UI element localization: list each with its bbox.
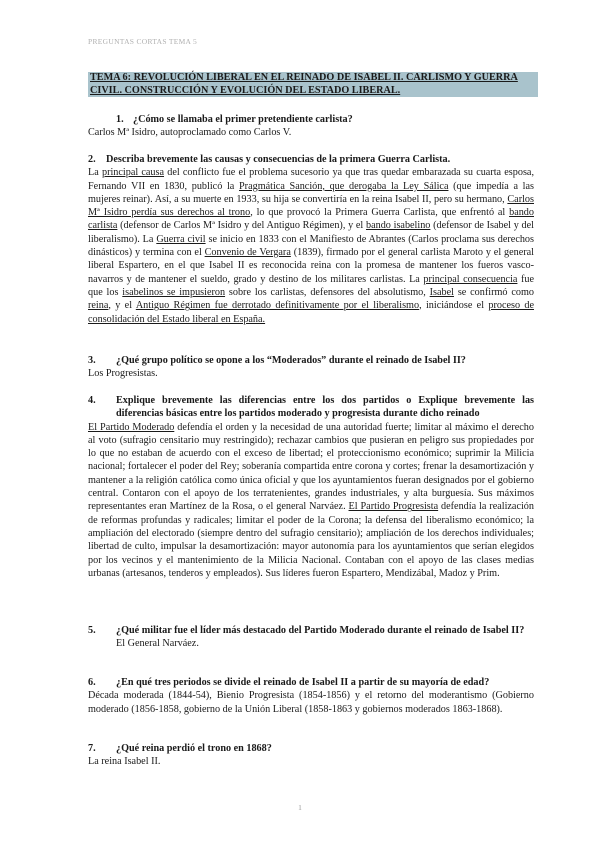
question-number: 3. <box>88 355 96 366</box>
answer-text: defendía la realización de reformas profundas y radicales; limitar el poder de la Corona; la defensa del liberalismo económico; la ampliación del electorado (siempre dentro del sufragio censitario); ampliación de los derechos individuales; libertad de culto, impulsar la desamortización: mayor autonomía para los ayuntamientos que serían elegidos por los vecinos y el mantenimiento de la Milicia Nacional. Contaban con el apoyo de las clases medias urbanas (artesanos, tenderos y empleados). Sus líderes fueron Espartero, Mendizábal, Madoz y Prim. <box>88 501 534 579</box>
answer-text: fue que los <box>88 273 534 298</box>
question-2 <box>88 153 534 166</box>
question-number: 7. <box>88 743 96 754</box>
question-text: ¿Qué militar fue el líder más destacado del Partido Moderado durante el reinado de Isabel II? <box>116 625 525 636</box>
answer-7: La reina Isabel II. <box>88 756 161 768</box>
question-number: 1. <box>116 114 124 125</box>
question-number: 2. <box>88 154 96 165</box>
answer-6: Década moderada (1844-54), Bienio Progresista (1854-1856) y el retorno del moderantismo (Gobierno moderado (1856-1858, gobierno de la Unión Liberal (1858-1863 y gobiernos moderados 1863-1868). <box>88 690 534 715</box>
question-text: Explique brevemente las diferencias entre los dos partidos o Explique brevemente las diferencias básicas entre los partidos moderado y progresista durante dicho reinado <box>116 395 534 420</box>
question-block-6 <box>88 676 534 716</box>
question-text: ¿Qué reina perdió el trono en 1868? <box>116 743 272 754</box>
question-block-1 <box>88 113 534 140</box>
question-5 <box>88 624 534 637</box>
underlined-term: Convenio de Vergara <box>204 247 291 259</box>
question-text: ¿Qué grupo político se opone a los “Moderados” durante el reinado de Isabel II? <box>116 355 466 366</box>
question-3 <box>88 354 534 367</box>
question-text: Describa brevemente las causas y consecuencias de la primera Guerra Carlista <box>106 154 448 165</box>
question-number: 4. <box>88 395 96 406</box>
underlined-term: Carlos Mª Isidro perdía sus derechos al trono <box>88 193 534 219</box>
answer-text: , y el <box>108 300 136 312</box>
answer-text: (1839), firmado por el general carlista Maroto y el general liberal Espartero, en el que Isabel II es reconocida reina con la promesa de mantener los fueros vasco-navarros y de mantener el sueldo, grado y destino de los militares carlistas. La <box>88 247 534 285</box>
answer-text: se inicio en 1833 con el Manifiesto de Abrantes (Carlos proclama sus derechos dinásticos) y termina con el <box>88 233 534 259</box>
answer-text: , lo que provocó la Primera Guerra Carlista, que enfrentó al <box>250 207 510 219</box>
running-header: PREGUNTAS CORTAS TEMA 5 <box>88 37 198 46</box>
question-block-4 <box>88 394 534 580</box>
answer-4 <box>88 421 534 581</box>
answer-3: Los Progresistas. <box>88 368 158 380</box>
answer-1: Carlos Mª Isidro, autoproclamado como Carlos V. <box>88 127 292 139</box>
answer-text: del conflicto fue el problema sucesorio ya que tras quedar embarazada su cuarta esposa, Fernando VII en 1830, publicó la <box>88 167 534 192</box>
answer-text: , iniciándose el <box>419 300 489 312</box>
question-end: . <box>447 154 451 165</box>
answer-2 <box>88 166 534 326</box>
question-4 <box>88 394 534 421</box>
question-block-7 <box>88 742 534 769</box>
question-text: ¿Cómo se llamaba el primer pretendiente carlista? <box>133 114 353 125</box>
question-block-2 <box>88 153 534 326</box>
question-6 <box>88 676 534 689</box>
underlined-term: Antiguo Régimen fue derrotado definitivamente por el liberalismo <box>135 300 420 312</box>
underlined-term: principal causa <box>101 167 165 179</box>
answer-5: El General Narváez. <box>116 638 199 650</box>
question-text: ¿En qué tres periodos se divide el reinado de Isabel II a partir de su mayoría de edad? <box>116 677 490 688</box>
question-block-3 <box>88 354 534 381</box>
page-number: 1 <box>298 803 302 812</box>
answer-text: (que impedía a las mujeres reinar). Así, a su muerte en 1933, su hija se convertiría en la reina Isabel II, pero su hermano, <box>88 180 534 205</box>
underlined-term: bando carlista <box>88 207 534 232</box>
topic-title: TEMA 6: REVOLUCIÓN LIBERAL EN EL REINADO DE ISABEL II. CARLISMO Y GUERRA CIVIL. CONSTRUCCIÓN Y EVOLUCIÓN DEL ESTADO LIBERAL. <box>88 72 538 97</box>
underlined-term: Pragmática Sanción, que derogaba la Ley Sálica <box>239 180 449 192</box>
underlined-term: reina <box>88 300 109 312</box>
answer-text: se confirmó como <box>453 286 534 298</box>
answer-text: sobre los carlistas, defensores del absolutismo, <box>225 286 430 298</box>
question-block-5 <box>88 624 534 651</box>
answer-text: La <box>88 167 102 179</box>
underlined-term: Guerra civil <box>156 233 206 245</box>
question-1 <box>88 113 534 126</box>
underlined-term: bando isabelino <box>366 220 431 232</box>
underlined-term: El Partido Progresista <box>348 501 439 513</box>
question-number: 6. <box>88 677 96 688</box>
answer-text: (defensor de Isabel y del liberalismo). La <box>88 220 534 245</box>
answer-text: (defensor de Carlos Mª Isidro y del Antiguo Régimen), y el <box>117 220 366 232</box>
question-number: 5. <box>88 625 96 636</box>
underlined-term: isabelinos se impusieron <box>122 286 226 298</box>
underlined-term: principal consecuencia <box>423 273 518 285</box>
underlined-term: Isabel <box>429 286 454 298</box>
underlined-term: El Partido Moderado <box>88 421 175 433</box>
question-7 <box>88 742 534 755</box>
underlined-term: proceso de consolidación del Estado liberal en España. <box>88 300 534 325</box>
answer-text: defendía el orden y la necesidad de una autoridad fuerte; limitar al máximo el derecho al voto (sufragio censitario muy restringido); rechazar cambios que pusieran en peligro sus propiedades por lo que no estaban de acuerdo con el exceso de libertad; el proteccionismo económico; suprimir la Milicia nacional; fortalecer el poder del Rey; soberanía compartida entre corona y cortes; frenar la desamortización y mantener a la religión católica como única oficial y que los ayuntamientos fueran designados por el gobierno central. Contaron con el apoyo de los terratenientes, grandes industriales, y alta burguesía. Sus máximos representantes eran Martínez de la Rosa, o el general Narváez. <box>88 421 534 513</box>
